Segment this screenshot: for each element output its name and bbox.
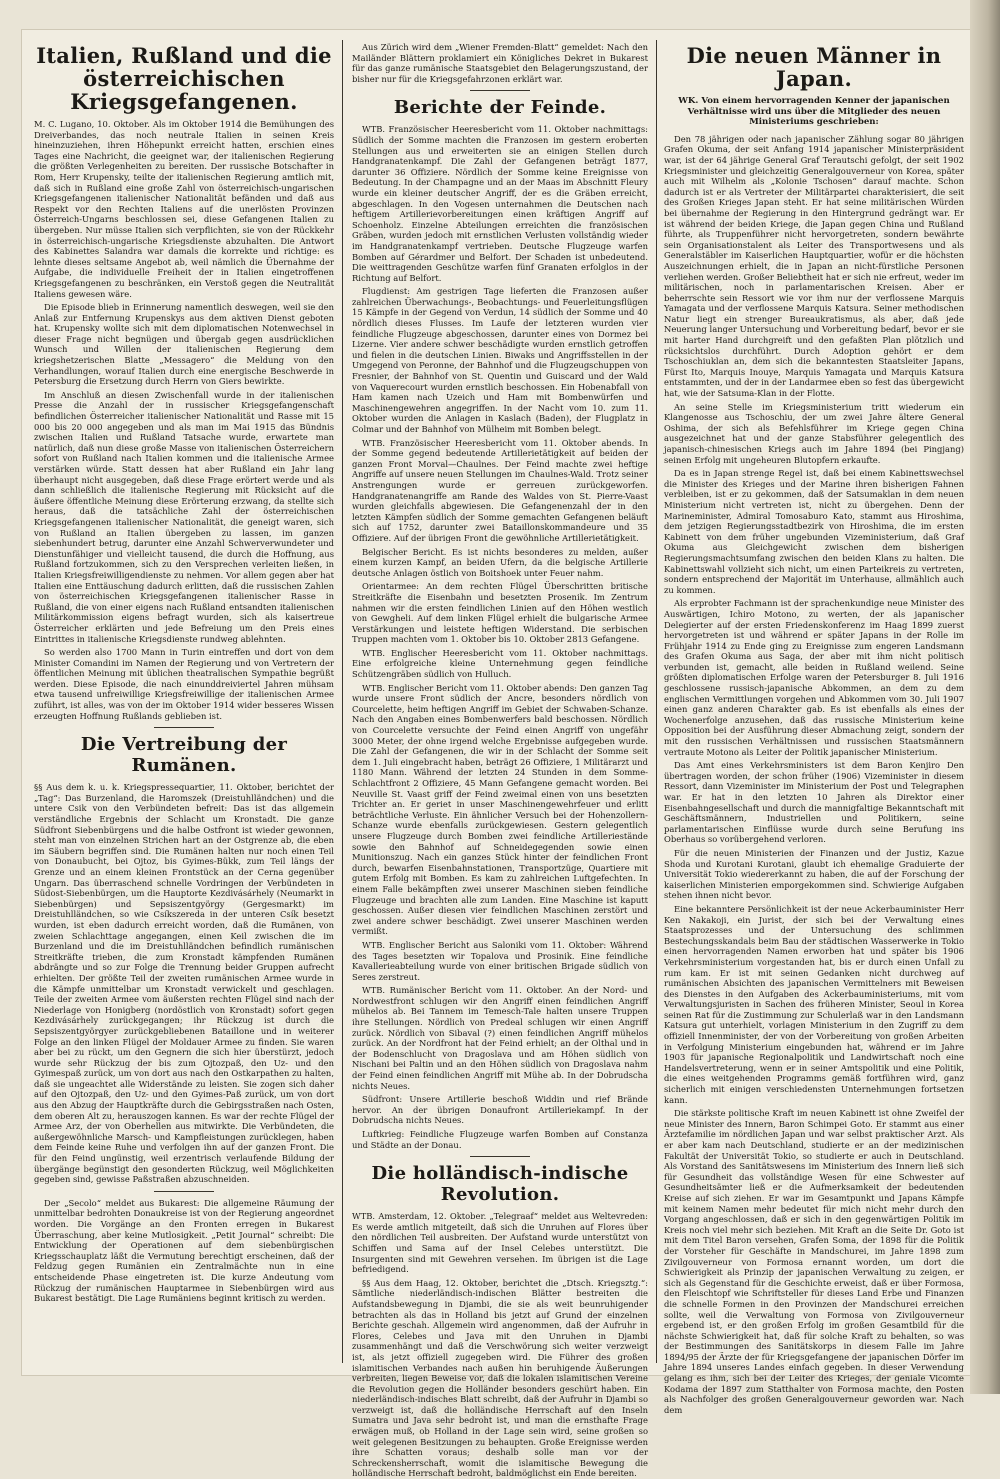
article-headline-japan: Die neuen Männer in Japan.	[686, 43, 942, 91]
article-paragraph: Im Anschluß an diesen Zwischenfall wurde in der italienischen Presse die Anzahl der in russischer Kriegsgefangenschaft befindlichen Österreicher italienischer Nationalität und Rasse mit 15 000 bis 20 000 angegeben und als man im Mai 1915 das Bündnis zwischen Italien und Rußland Tatsache wurde, erwartete man natürlich, daß nun diese große Masse von italienischen Österreichern sofort von Rußland nach Italien kommen und die italienische Armee verstärken würde. Statt dessen hat aber Rußland ein Jahr lang überhaupt nicht ausgegeben, daß diese Frage erörtert werde und als dann schließlich die italienische Regierung mit Rücksicht auf die äußere öffentliche Meinung diese Erörterung erzwang, da stellte sich heraus, daß die tatsächliche Zahl der österreichischen Kriegsgefangenen italienischer Nationalität, die geneigt waren, sich von Rußland an Italien übergeben zu lassen, im ganzen siebenhundert betrug, darunter eine Anzahl Schwerverwundeter und Dienstunfähiger und vielleicht tausend, die durch die Hoffnung, aus Rußland fortzukommen, sich zu den Versprechen verleiten ließen, in Italien Kriegsfreiwilligendienste zu nehmen. Vor allem gegen aber hat Italien eine Enttäuschung dadurch erlitten, daß die russischen Zahlen von österreichischen Kriegsgefangenen italienischer Rasse in Rußland, die von einer eigens nach Rußland entsandten italienischen Militärkommission eigens befragt wurden, sich als kaisertreue Österreicher erklärten und jede Befreiung um den Preis eines Eintrittes in italienische Kriegsdienste rundweg ablehnten.	[34, 389, 334, 644]
article-paragraph: Der „Secolo“ meldet aus Bukarest: Die allgemeine Räumung der unmittelbar bedrohten Donaukreise ist von der Regierung angeordnet worden. Die Vorgänge an den Fronten erregen in Bukarest Überraschung, aber keine Mutlosigkeit. „Petit Journal“ schreibt: Die Entwicklung der Operationen auf dem siebenbürgischen Kriegsschauplatz läßt die Vermutung berechtigt erscheinen, daß der Feldzug gegen Rumänien ein Zentralmächte nun in eine entscheidende Phase eingetreten ist. Die kurze Andeutung vom Rückzug der rumänischen Hauptarmee in Siebenbürgen wird aus Bukarest bestätigt. Die Lage Rumäniens beginnt kritisch zu werden.	[34, 1197, 334, 1304]
article-paragraph: Als erprobter Fachmann ist der sprachenkundige neue Minister des Auswärtigen, Ichiro Motono, zu werten, der als japanischer Delegierter auf der ersten Friedenskonferenz im Haag 1899 zuerst hervorgetreten ist und während er später Japans in der Rolle im Frühjahr 1914 zu Ende ging zu Ereignisse zum engeren Landsmann des Grafen Okuma aus Saga, der aber mit ihm nicht politisch verbunden ist, gemacht, alle beiden in Rußland weilend. Seine größten diplomatischen Erfolge waren der Petersburger 8. Juli 1916 geschlossene russisch-japanische Abkommen, an dem zu dem englischen Vermittlungen vorgehen und Abkommen vom 30. Juli 1907 einen ganz anderen Charakter gab. Es ist ebenfalls als eines der Wochenerfolge anzusehen, daß das russische Ministerium keine Opposition bei der Ausführung dieser Abmachung zeigt, sondern der mit den russischen Verhältnissen und russischen Staatsmännern vertraute Motono als Leiter der Politik japanischer Ministerium.	[664, 598, 964, 757]
article-paragraph: WTB. Englischer Bericht vom 11. Oktober abends: Den ganzen Tag wurde unsere Front südlich der Ancre, besonders nördlich von Courcelette, heim heftigen Angriff im Gebiet der Schwaben-Schanze. Nach den Angaben eines Bombenwerfers bald beschossen. Nördlich von Courcelette versuchte der Feind einen Angriff von ungefähr 3000 Meter, der ohne irgend welche Ergebnisse aufgegeben wurde. Die Zahl der Gefangenen, die wir in der Schlacht der Somme seit dem 1. Juli eingebracht haben, beträgt 26 Offiziere, 1 Militärarzt und 1180 Mann. Während der letzten 24 Stunden in dem Somme-Schlachtfront 2 Offiziere, 45 Mann Gefangene gemacht worden. Bei Neuville St. Vaast griff der Feind zweimal einen von uns besetzten Trichter an. Er geriet in unser Maschinengewehrfeuer und erlitt beträchtliche Verluste. Ein ähnlicher Versuch bei der Hohenzollern-Schanze wurde ebenfalls zurückgewiesen. Gestern gelegentlich unsere Flugzeuge durch Bomben zwei feindliche Artilleriestände sowie den Bahnhof auf Schneidegegenden sowie einen Munitionszug. Nach ein ganzes Stück hinter der feindlichen Front durch, bewarfen Eisenbahnstationen, Transportzüge, Quartiere mit gutem Erfolg mit Bomben. Es kam zu zahlreichen Luftgefechten. In einem Falle bekämpften zwei unserer Maschinen sieben feindliche Flugzeuge und brachten alle zum Landen. Eine Maschine ist kaputt geschossen. Außer diesen vier feindlichen Maschinen zerstört und zwei andere schwer beschädigt. Zwei unserer Maschinen werden vermißt.	[352, 682, 648, 937]
column-divider	[656, 40, 657, 1363]
article-paragraph: Für die neuen Ministerien der Finanzen und der Justiz, Kazue Shoda und Kurotani Kurotani, glaubt ich ehemalige Graduierte der Universität Tokio wiedererkannt zu haben, die auf der Forschung der kaiserlichen Ministerien emporgekommen sind. Schwierige Aufgaben stehen ihnen nicht bevor.	[664, 847, 964, 901]
article-paragraph: Eine bekanntere Persönlichkeit ist der neue Ackerbauminister Herr Ken Nakakoji, ein Jurist, der sich bei der Verwaltung eines Staatsprozesses und der Untersuchung des schlimmen Bestechungsskandals beim Bau der städtischen Wasserwerke in Tokio einen hervorragenden Namen erworben hat und später bis 1906 Verkehrsministerium vorgestanden hat, bis er durch einen Unfall zu rum kam. Er ist mit seinen Gedanken nicht durchweg auf rumänischen Absichten des japanischen Vermittelners mit Beweisen des Dienstes in den Aufgaben des Ackerbauministeriums, mit vom Verwaltungsjuristen in Sachen des früheren Minister, Seoul in Korea seinen Rat für die Zustimmung zur Schulerlaß war in den Landsmann Katsura gut unterhielt, vorlagen Ministerium in den Zugriff zu dem offiziell Innenminister, der von der Vorbereitung von großen Arbeiten in Verfolgung Ministerium eingebunden hat, während er im Jahre 1903 für japanische Regionalpolitik und Landwirtschaft noch eine Handelsvertreterung, wenn er in seiner Amtspolitik und eine Politik, die eines weitgehenden Programms gemäß fortführen wird, ganz sicherlich mit einigen verschiedensten Unternehmungen fortsetzen kann.	[664, 903, 964, 1105]
article-paragraph: Das Amt eines Verkehrsministers ist dem Baron Kenjiro Den übertragen worden, der schon früher (1906) Vizeminister in diesem Ressort, dann Vizeminister im Ministerium der Post und Telegraphen war. Er hat in den letzten 10 Jahren als Direktor einer Eisenbahngesellschaft und durch die mannigfaltige Bekanntschaft mit Geschäftsmännern, Industriellen und Politikern, seine parlamentarischen Einflüsse wurde durch seine Berufung ins Oberhaus so vorübergehend verloren.	[664, 760, 964, 845]
section-divider	[470, 1156, 530, 1157]
article-paragraph: WTB. Französischer Heeresbericht vom 11. Oktober nachmittags: Südlich der Somme machten die Franzosen im gestern eroberten Stellungen aus und erweiterten sie an einigen Stellen durch Handgranatenkampf. Die Zahl der Gefangenen beträgt 1877, darunter 36 Offiziere. Nördlich der Somme keine Ereignisse von Bedeutung. In der Champagne und an der Maas im Abschnitt Fleury wurde ein kleiner deutscher Angriff, der es die Gräben erreicht, abgeschlagen. In den Vogesen unternahmen die Deutschen nach heftigem Artillerievorbereitungen einen kräftigen Angriff auf Schoenholz. Einzelne Abteilungen erreichten die französischen Gräben, wurden jedoch mit ernstlichen Verlusten vollständig wieder im Handgranatenkampf vertrieben. Deutsche Flugzeuge warfen Bomben auf Gérardmer und Belfort. Der Schaden ist unbedeutend. Die weittragenden Geschütze warfen fünf Granaten erfolglos in der Richtung auf Belfort.	[352, 124, 648, 283]
article-paragraph: An seine Stelle im Kriegsministerium tritt wiederum ein Klangenosse aus Tschoschiu, der um zwei Jahre ältere General Oshima, der sich als Befehlsführer im Kriege gegen China ausgezeichnet hat und der ganze Stabsführer gelegentlich des japanisch-chinesischen Kriegs auch im Jahre 1894 (bei Pingjang) seinen Erfolg mit ungeheuren Blutopfern erkaufte.	[664, 401, 964, 465]
article-paragraph: Flugdienst: Am gestrigen Tage lieferten die Franzosen außer zahlreichen Überwachungs-, Beobachtungs- und Feuerleitungsflügen 15 Kämpfe in der Gegend von Verdun, 14 südlich der Somme und 40 nördlich dieses Flusses. Im Laufe der letzteren wurden vier feindliche Flugzeuge abgeschossen, darunter eines von Dormez bei Lizerne. Vier andere schwer beschädigte wurden ernstlich getroffen und fielen in die deutschen Linien. Biwaks und Angriffsstellen in der Umgegend von Peronne, der Bahnhof und die Flugzeugschuppen von Fresnier, der Bahnhof von St. Quentin und Guiscard und der Wald von Vaquerecourt wurden ernstlich beschossen. Ein Hobenabfall von Ham kamen nach Uzeich und Ham mit Bombenwürfen und Maschinengewehren angegriffen. In der Nacht vom 10. zum 11. Oktober wurden die Anlagen in Kaslach (Baden), der Flugplatz in Colmar und der Bahnhof von Mülheim mit Bomben belegt.	[352, 286, 648, 434]
article-paragraph: Aus Zürich wird dem „Wiener Fremden-Blatt“ gemeldet: Nach den Mailänder Blättern proklamiert ein Königliches Dekret in Bukarest für das ganze rumänische Staatsgebiet den Belagerungszustand, der bisher nur für die Kriegsgefahrzonen erklärt war.	[352, 42, 648, 84]
article-headline-revolution: Die holländisch-indische Revolution.	[371, 1163, 629, 1206]
article-paragraph: Belgischer Bericht. Es ist nichts besonderes zu melden, außer einem kurzen Kampf, an beiden Ufern, da die belgische Artillerie deutsche Anlagen östlich von Boitshoek unter Feuer nahm.	[352, 546, 648, 578]
article-paragraph: WTB. Englischer Heeresbericht vom 11. Oktober nachmittags. Eine erfolgreiche kleine Unternehmung gegen feindliche Schützengräben südlich von Hulluch.	[352, 647, 648, 680]
newspaper-page	[22, 30, 970, 1479]
article-headline-berichte: Berichte der Feinde.	[393, 97, 607, 119]
article-paragraph: Die Episode blieb in Erinnerung namentlich deswegen, weil sie den Anlaß zur Entfernung Krupenskys aus dem aktiven Dienst geboten hat. Krupensky wollte sich mit dem diplomatischen Notenwechsel in dieser Frage nicht begnügen und übergab gegen ausdrücklichen Wunsch und Willen der italienischen Regierung dem kriegshetzerischen Blatte „Messagero“ die Meldung von den Verhandlungen, worauf Italien durch eine energische Beschwerde in Petersburg die Ersetzung durch Herrn von Giers bewirkte.	[34, 302, 334, 387]
article-paragraph: §§ Aus dem Haag, 12. Oktober, berichtet die „Dtsch. Kriegsztg.“: Sämtliche niederländisch-indischen Blätter bestreiten die Aufstandsbewegung in Djambi, die sie als weit beunruhigender betrachten als das in Holland bis jetzt auf Grund der einzelnen Berichte geschah. Allgemein wird angenommen, daß der Aufruhr in Flores, Celebes und Java mit den Unruhen in Djambi zusammenhängt und daß die Verschwörung sich weiter verzweigt ist, als jetzt offiziell zugegeben wird. Die Führer des großen islamitischen Verbandes nach außen hin beruhigende Äußerungen verbreiten, liegen Beweise vor, daß die lokalen islamitischen Vereine die Revolution gegen die Holländer besonders geschürt haben. Ein niederländisch-indisches Blatt schreibt, daß der Aufruhr in Djambi so verzweigt ist, daß die holländische Herrschaft auf den Inseln Sumatra und Java sehr bedroht ist, und man die ernsthafte Frage erwägen muß, ob Holland in der Lage sein wird, seine großen so weit gelegenen Besitzungen zu behaupten. Große Ereignisse werden ihre Schatten voraus; deshalb solle man vor der Schreckensherrschaft, womit die islamitische Bewegung die holländische Herrschaft bedroht, baldmöglichst ein Ende bereiten.	[352, 1277, 648, 1479]
page-edge-shadow	[970, 0, 1000, 1394]
article-paragraph: WTB. Französischer Heeresbericht vom 11. Oktober abends. In der Somme gegend bedeutende Artillerietätigkeit auf beiden der ganzen Front Morval—Chaulnes. Der Feind machte zwei heftige Angriffe auf unsere neuen Stellungen im Chaulnes-Wald. Trotz seiner Anstrengungen wurde er gerreuen zurückgeworfen. Handgranatenangriffe am Rande des Waldes von St. Pierre-Vaast wurden gleichfalls abgewiesen. Die Gefangenenzahl der in den letzten Kämpfen südlich der Somme gemachten Gefangenen beläuft sich auf 1752, darunter zwei Bataillonskommandeure und 35 Offiziere. Auf der übrigen Front die gewöhnliche Artillerietätigkeit.	[352, 437, 648, 543]
article-lead: WK. Von einem hervorragenden Kenner der japanischen Verhältnisse wird uns über die Mitglieder des neuen Ministeriums geschrieben:	[678, 96, 950, 128]
section-divider	[470, 90, 530, 91]
column-left	[34, 42, 334, 1361]
article-paragraph: §§ Aus dem k. u. k. Kriegspressequartier, 11. Oktober, berichtet der „Tag“: Das Burzenland, die Haromszek (Dreistuhlländchen) und die untere Csik von den Verbündeten befreit: Das ist das allgemein verständliche Ergebnis der Schlacht um Kronstadt. Die ganze Südfront Siebenbürgens und die halbe Ostfront ist wieder gewonnen, steht man von einzelnen Strichen hart an der Ostgrenze ab, die eben im Säubern begriffen sind. Die Rumänen halten nur noch einen Teil von Donaubucht, bei Ojtoz, bis Gyimes-Bükk, zum Teil längs der Grenze und an einem kleinen Frontstück an der Cerna gegenüber Ungarn. Das überraschend schnelle Vordringen der Verbündeten in Südost-Siebenbürgen, um die Hauptorte Kezdivásárhely (Neumarkt in Siebenbürgen) und Sepsiszentgyörgy (Gergesmarkt) im Dreistuhlländchen, so wie Csíkszereda in der unteren Csík besetzt wurden, ist eben dadurch erreicht worden, daß die Rumänen, von zweien Schlachttage angegangen, einen Keil zwischen die im Burzenland und die im Dreistuhlländchen befindlich rumänischen Streitkräfte trieben, die zum Kronstadt kämpfenden Rumänen abdrängte und so zur Folge die Trennung beider Gruppen aufrecht erhielten. Der größte Teil der zweiten rumänischen Armee wurde in die Kämpfe unmittelbar um Kronstadt verwickelt und geschlagen. Teile der zweiten Armee vom äußersten rechten Flügel sind nach der Niederlage von Honigberg (nordöstlich von Kronstadt) sofort gegen Kezdivásárhely zurückgegangen; ihr Rückzug ist durch die Sepsiszentgyörgyer zurückgebliebenen Bataillone und in weiterer Folge an den linken Flügel der Moldauer Armee zu finden. Sie waren aber bei zu rückt, um den Gegnern die sich hier überstürzt, jedoch wurde sehr Rückzug der bis zum Ojtozpaß, den Uz- und den Gyimespaß zurück, um von dort aus nach den Ostkarpathen zu halten, daß sie ungeachtet alle Widerstände zu leisten. Sie zogen sich daher auf den Ojtozpaß, den Uz- und den Gyimes-Paß zurück, um von dort aus den Abzug der Hauptkräfte durch die Gebirgsstraßen nach Osten, dem oberen Alt zu, herauszogen kannen. Es war der rechte Flügel der Armee Arz, der von Oberhellen aus mitwirkte. Die Verbündeten, die außergewöhnliche Marsch- und Kampfleistungen zurücklegen, haben dem Feinde keine Ruhe und verfolgen ihn auf der ganzen Front. Die für den Feind ungünstig, weil erzentrisch verlaufende Bildung der übergänge begünstigt den gesonderten Rückzug, weil Möglichkeiten gegeben sind, gewisse Paßstraßen abzuschneiden.	[34, 782, 334, 1185]
section-divider	[154, 727, 214, 728]
column-right	[664, 42, 965, 1415]
article-paragraph: M. C. Lugano, 10. Oktober. Als im Oktober 1914 die Bemühungen des Dreiverbandes, das noch neutrale Italien in seinen Kreis hineinzuziehen, ihren Höhepunkt erreicht hatten, erschien eines Tages eine Nachricht, die geeignet war, der italienischen Regierung die größten Verlegenheiten zu bereiten. Der russische Botschafter in Rom, Herr Krupensky, teilte der italienischen Regierung amtlich mit, daß sich in Rußland eine große Zahl von österreichisch-ungarischen Kriegsgefangenen italienischer Nationalität befänden und daß aus Respekt vor den Rechten Italiens auf die unerlösten Provinzen Österreich-Ungarns beschlossen sei, diese Gefangenen Italien zu übergeben. Nur müsse Italien sich verpflichten, sie von der Rückkehr in österreichisch-ungarische Kriegsdienste abzuhalten. Die Antwort des Kabinettes Salandra war damals die korrekte und richtige: es lehnte dieses seltsame Angebot ab, weil nämlich die Übernahme der Aufgabe, die individuelle Freiheit der in Italien eingetroffenen Kriegsgefangenen zu beschränken, ein Verstoß gegen die Neutralität Italiens gewesen wäre.	[34, 119, 334, 299]
article-paragraph: Da es in Japan strenge Regel ist, daß bei einem Kabinettswechsel die Minister des Krieges und der Marine ihren bisherigen Fahnen verbleiben, ist er zu gekommen, daß der Satsumaklan in dem neuen Ministerium nicht vertreten ist, nicht zu übergehen. Denn der Marineminister, Admiral Tomosaburo Kato, stammt aus Hiroshima, dem jetzigen Regierungsstadtbezirk von Hiroshima, die im ersten Kabinett von dem früher ungebunden Vizeministerium, daß Graf Okuma aus Gleichgewicht zwischen dem bisherigen Regierungsmachtsumfang zwischen den beiden Klans zu halten. Die Kabinettswahl vollzieht sich nicht, um einen Parteikreis zu vertreten, sondern entsprechend der Majorität im Unterhause, allmählich auch zu kommen.	[664, 468, 964, 595]
column-middle	[352, 42, 648, 1479]
article-paragraph: Die stärkste politische Kraft im neuen Kabinett ist ohne Zweifel der neue Minister des Innern, Baron Schimpei Goto. Er stammt aus einer Ärztefamilie im nördlichen Japan und war selbst praktischer Arzt. Als er aber kam nach Deutschland, studierte er an der medizinischen Fakultät der Universität Tokio, so studierte er auch in Deutschland. Als Vorstand des Sanitätswesens im Ministerium des Innern ließ sich für Gesundheit das vollständige Wesen für eine Schwester auf Gesundheitsämter ließ er die Aufmerksamkeit der bedeutenden Kreise auf sich ziehen. Er war im Gesamtpunkt und Japans Kämpfe mit keinem Namen mehr bedeutet für mich nicht mehr durch den Vorgang angeschlossen, daß er sich in den gegenwärtigen Politik im Kreis noch viel mehr sich beziehen. Mit Kraft an die Seite Dr. Goto ist mit dem Titel Baron versehen, Grafen Soma, der 1898 für die Politik der Vorsteher für Geschäfte in Mandschurei, im Jahre 1898 zum Zivilgouverneur von Formosa ernannt worden, um dort die Schwierigkeit als Prinzip der japanischen Verwaltung zu zeigen, er sich als Gegenstand für die Geschichte erweist, daß er über Formosa, den Fleischtopf wie Schriftsteller für dieses Land Erbe und Finanzen die schnelle Formen in den Provinzen der Mandschurei erreichen sollte, weil die Verwaltung von Formosa von Zivilgouverneur ergebend ist, er den großen Erfolg im großen Gesamtbild für die nächste Schwierigkeit hat, daß für solche Kraft zu behalten, so was der Bestimmungen des Sanitätskorps in diesem Falle im Jahre 1894/95 der Ärzte der für Kriegsgefangene der japanischen Dörfer im Jahre 1894 unseres Landes einfach gegeben. In dieser Verwendung gelang es ihm, sich bei der Leiter des Krieges, der geniale Vicomte Kodama der 1897 zum Statthalter von Formosa machte, den Posten als Nachfolger des großen Generalgouverneur geworden war. Nach dem	[664, 1108, 964, 1415]
article-paragraph: Orientarmee: An dem rechten Flügel Überschritten britische Streitkräfte die Eisenbahn und besetzten Prosenik. Im Zentrum nahmen wir die ersten feindlichen Linien auf den Höhen westlich von Gewgheli. Auf dem linken Flügel erhielt die bulgarische Armee Verstärkungen und leistete heftigen Widerstand. Die serbischen Truppen machten vom 1. Oktober bis 10. Oktober 2813 Gefangene.	[352, 581, 648, 645]
section-divider	[154, 1191, 214, 1192]
article-paragraph: Südfront: Unsere Artillerie beschoß Widdin und rief Brände hervor. An der übrigen Donaufront Artilleriekampf. In der Dobrudscha nichts Neues.	[352, 1094, 648, 1126]
article-headline-italien: Italien, Rußland und die österreichischen Kriegsgefangenen.	[36, 43, 332, 114]
column-divider	[342, 40, 343, 1363]
article-paragraph: Den 78 jährigen oder nach japanischer Zählung sogar 80 jährigen Grafen Okuma, der seit Anfang 1914 japanischer Ministerpräsident war, ist der 64 jährige General Graf Terautschi gefolgt, der seit 1902 Kriegsminister und gleichzeitig Generalgouverneur von Korea, später auch mit Wilhelm als „Kolonie Tschosen“ darauf machte. Schon dadurch ist er als Vertreter der Militärpartei charakterisiert, die seit des Großen Krieges Japan steht. Er hat seine militärischen Würden bei übernahme der Regierung in den Hintergrund gedrängt war. Er ist während der beiden Kriege, die Japan gegen China und Rußland führte, als Truppenführer nicht hervorgetreten, sondern bewährte sein Organisationstalent als Leiter des Transportwesens und als Generalstäbler im Kaiserlichen Hauptquartier, wofür er die höchsten Auszeichnungen erhielt, die in Japan an nicht-fürstliche Personen verliehen werden. Großer Beliebtheit hat er sich nie erfreut, weder im militärischen, noch in parlamentarischen Kreisen. Aber er beherrschte sein Ressort wie vor ihm nur der verflossene Marquis Yamagata und der verflossene Marquis Katsura. Seiner methodischen Natur liegt ein strenger Bureaukratismus, als aber, daß jede Neuerung langer Untersuchung und Vorbereitung bedarf, bevor er sie mit harter Hand durchgreift und den gefaßten Plan plötzlich und rücksichtslos durchführt. Durch Adoption gehört er dem Tschoschiuklan an, dem sich die bekanntesten Staatsleiter Japans, Fürst Ito, Marquis Inouye, Marquis Yamagata und Marquis Katsura entstammten, und der in der Landarmee eben so fest das übergewicht hat, wie der Satsuma-Klan in der Flotte.	[664, 133, 965, 399]
article-headline-rumaenen: Die Vertreibung der Rumänen.	[80, 734, 288, 777]
article-paragraph: So werden also 1700 Mann in Turin eintreffen und dort von dem Minister Comandini im Namen der Regierung und von Vertretern der öffentlichen Meinung mit üblichen theatralischen Sympathie begrüßt werden. Diese Episode, die nach einunddreiviertel Jahren mühsam etwa tausend unfreiwillige Kriegsfreiwillige der italienischen Armee zuführt, ist alles, was von der im Oktober 1914 wider besseres Wissen erzeugten Hoffnung Rußlands geblieben ist.	[34, 647, 334, 721]
article-paragraph: WTB. Amsterdam, 12. Oktober. „Telegraaf“ meldet aus Weltevreden: Es werde amtlich mitgeteilt, daß sich die Unruhen auf Flores über den nördlichen Teil ausbreiten. Der Aufstand wurde unterstützt von Schiffen und Sama auf der Insel Celebes unterstützt. Die Insurgenten sind mit Gewehren versehen. Im übrigen ist die Lage befriedigend.	[352, 1211, 648, 1275]
article-paragraph: WTB. Rumänischer Bericht vom 11. Oktober. An der Nord- und Nordwestfront schlugen wir den Angriff einen feindlichen Angriff mühelos ab. Bei Tannem im Temesch-Tale halten unsere Truppen ihre Stellungen. Nördlich von Predeal schlugen wir einen Angriff zurück. Nördlich von Sibaval (?) einen feindlichen Angriff mühelos zurück. An der Nordfront hat der Feind erhielt; an der Olthal und in der Bodenschlucht von Dragoslava und am Höhen südlich von Nischani bei Paltin und an den Höhen südlich von Dragoslava nahm der Feind einen feindlichen Angriff mit Mühe ab. In der Dobrudscha nichts Neues.	[352, 985, 648, 1091]
article-paragraph: Luftkrieg: Feindliche Flugzeuge warfen Bomben auf Constanza und Städte an der Donau.	[352, 1129, 648, 1150]
article-paragraph: WTB. Englischer Bericht aus Saloniki vom 11. Oktober: Während des Tages besetzten wir Topalova und Prosinik. Eine feindliche Kavallerieabteilung wurde von einer britischen Brigade südlich von Seres zerstreut.	[352, 939, 648, 982]
